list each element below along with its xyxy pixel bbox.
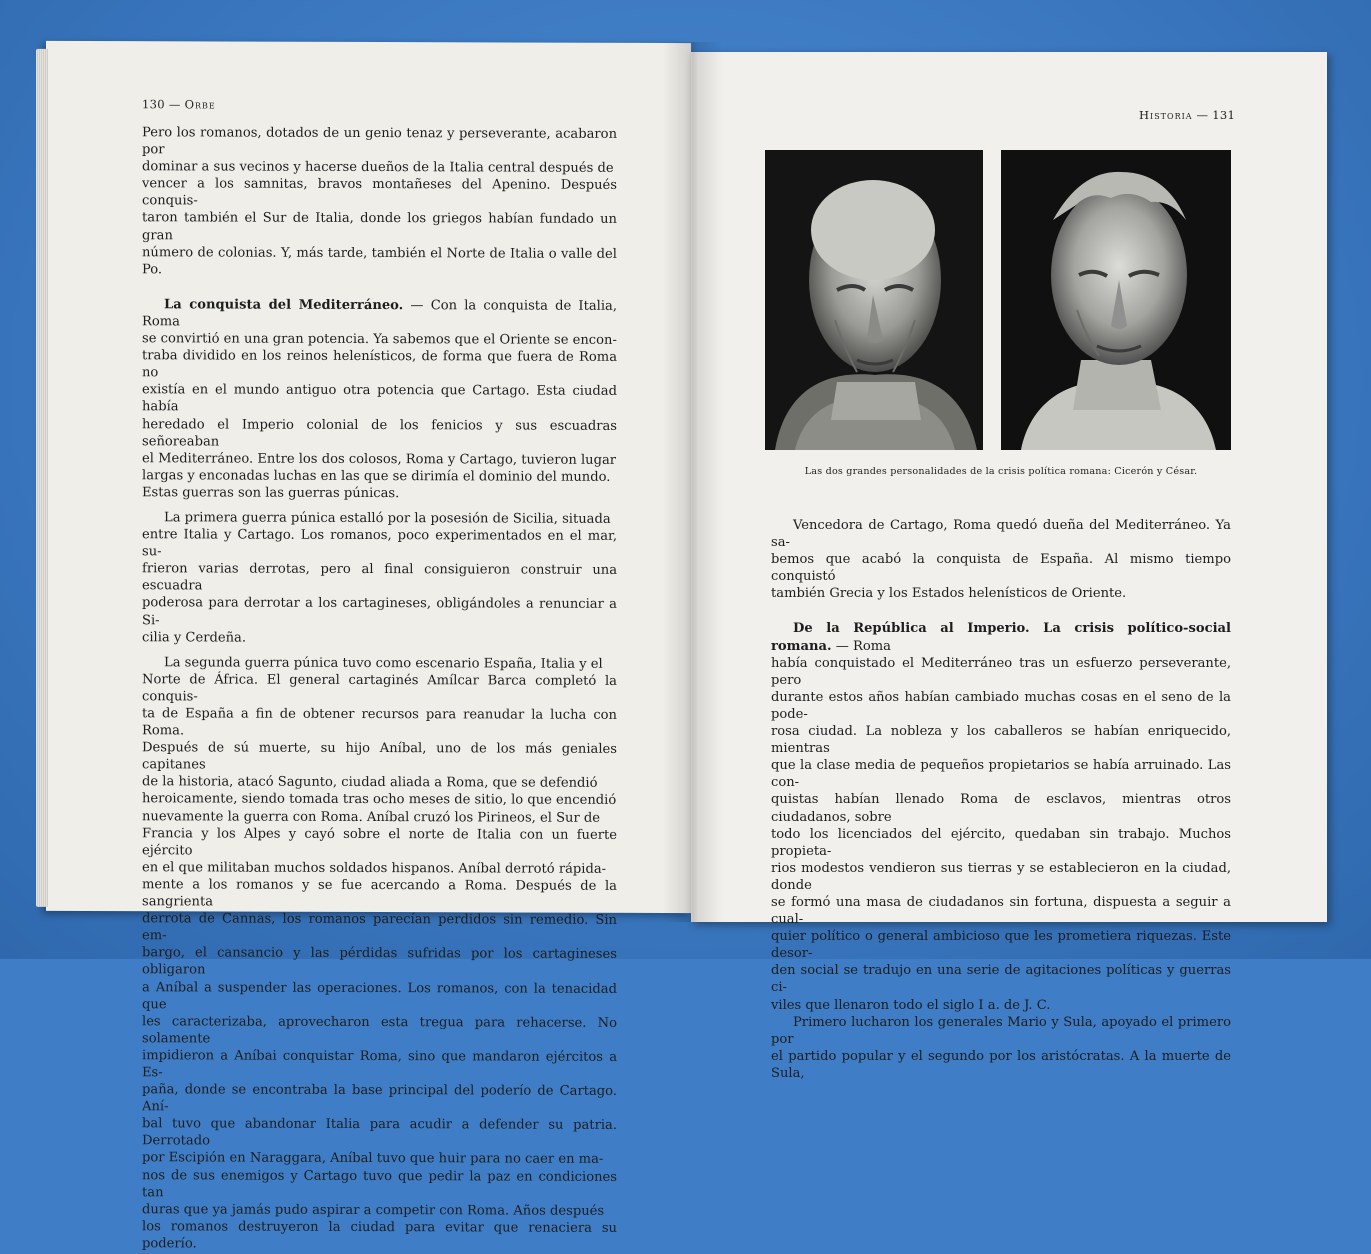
text-line: heredado el Imperio colonial de los fenicios y sus escuadras señoreaban — [142, 416, 617, 450]
photo-caption: Las dos grandes personalidades de la crisis política romana: Cicerón y César. — [804, 466, 1198, 477]
paragraph-p1 — [142, 124, 617, 280]
text-line: Estas guerras son las guerras púnicas. — [142, 485, 400, 501]
text-line: largas y enconadas luchas en las que se dirimía el dominio del mundo. — [142, 467, 611, 485]
text-line: paña, donde se encontraba la base principal del poderío de Cartago. Aní- — [142, 1082, 617, 1115]
text-line: ta de España a fin de obtener recursos para reanudar la lucha con Roma. — [142, 706, 617, 739]
text-line: todo los licenciados del ejército, quedaban sin trabajo. Muchos propieta- — [771, 826, 1231, 859]
text-line: Vencedora de Cartago, Roma quedó dueña del Mediterráneo. Ya sa- — [771, 518, 1231, 551]
left-running-head — [142, 97, 216, 111]
text-line: dominar a sus vecinos y hacerse dueños de la Italia central después de — [142, 159, 614, 177]
paragraph-p4 — [142, 654, 617, 1254]
section-heading-republica: De la República al Imperio. La crisis político-social romana. — [771, 621, 1231, 654]
left-running-head-dash: — — [164, 97, 185, 112]
text-line: los romanos destruyeron la ciudad para evitar que renaciera su poderío. — [142, 1219, 617, 1252]
paragraph-r2 — [771, 620, 1231, 1013]
bust-cicero-image — [765, 150, 983, 450]
text-line: vencer a los samnitas, bravos montañeses del Apenino. Después conquis- — [142, 176, 617, 209]
text-line: den social se tradujo en una serie de agitaciones políticas y guerras ci- — [771, 963, 1231, 996]
left-running-head-title: Orbe — [184, 97, 216, 112]
text-line: se formó una masa de ciudadanos sin fortuna, dispuesta a seguir a cual- — [771, 894, 1231, 928]
text-line: quistas habían llenado Roma de esclavos, mientras otros ciudadanos, sobre — [771, 792, 1231, 825]
text-line: rios modestos vendieron sus tierras y se establecieron en la ciudad, donde — [771, 860, 1231, 893]
text-line: número de colonias. Y, más tarde, también el Norte de Italia o valle del Po. — [142, 244, 617, 278]
bust-caesar-image — [1001, 150, 1231, 450]
text-line: cilia y Cerdeña. — [142, 629, 246, 646]
text-line: duras que ya jamás pudo aspirar a competir con Roma. Años después — [142, 1201, 605, 1219]
text-line: La primera guerra púnica estalló por la posesión de Sicilia, situada — [164, 510, 611, 527]
text-line: entre Italia y Cartago. Los romanos, poco experimentados en el mar, su- — [142, 527, 617, 560]
text-line: frieron varias derrotas, pero al final consiguieron construir una escuadra — [142, 561, 617, 594]
text-line: Primero lucharon los generales Mario y Sula, apoyado el primero por — [771, 1014, 1231, 1047]
text-line: a Aníbal a suspender las operaciones. Los romanos, con la tenacidad que — [142, 979, 617, 1012]
text-line: bemos que acabó la conquista de España. Al mismo tiempo conquistó — [771, 552, 1231, 585]
text-line: bal tuvo que abandonar Italia para acudir a defender su patria. Derrotado — [142, 1116, 617, 1149]
left-page-number: 130 — [142, 97, 165, 112]
text-line: por Escipión en Naraggara, Aníbal tuvo que huir para no caer en ma- — [142, 1150, 604, 1168]
section-heading-mediterraneo: La conquista del Mediterráneo. — [164, 297, 404, 313]
text-line: de la historia, atacó Sagunto, ciudad aliada a Roma, que se defendió — [142, 774, 598, 792]
left-page — [46, 41, 691, 1252]
text-line: el Mediterráneo. Entre los dos colosos, Roma y Cartago, tuvieron lugar — [142, 450, 617, 468]
text-line: bargo, el cansancio y las pérdidas sufridas por los cartagineses obligaron — [142, 945, 617, 978]
right-page — [691, 52, 1327, 1081]
text-line: heroicamente, siendo tomada tras ocho meses de sitio, lo que encendió — [142, 791, 617, 809]
text-line: nuevamente la guerra con Roma. Aníbal cruzó los Pirineos, el Sur de — [142, 808, 601, 826]
paragraph-r3 — [771, 1014, 1231, 1082]
text-line: que la clase media de pequeños propietarios se había arruinado. Las con- — [771, 758, 1231, 791]
text-line: — Con la conquista de Italia, Roma — [142, 297, 617, 330]
text-line: quier político o general ambicioso que les prometiera riquezas. Este desor- — [771, 929, 1231, 962]
text-line: Después de sú muerte, su hijo Aníbal, uno de los más geniales capitanes — [142, 740, 617, 773]
text-line: Pero los romanos, dotados de un genio tenaz y perseverante, acabaron por — [142, 125, 617, 158]
paragraph-p3 — [142, 509, 617, 647]
text-line: existía en el mundo antiguo otra potencia que Cartago. Esta ciudad había — [142, 382, 617, 415]
portrait-photos — [765, 150, 1231, 450]
text-line: — Roma — [831, 638, 891, 654]
open-book — [38, 42, 1334, 1252]
right-text-column — [771, 517, 1231, 1082]
text-line: derrota de Cannas, los romanos parecían perdidos sin remedio. Sin em- — [142, 911, 617, 944]
right-page-number: 131 — [1212, 108, 1236, 122]
left-text-column — [142, 124, 617, 1254]
paragraph-p2 — [142, 296, 617, 503]
right-running-head-dash: — — [1192, 108, 1213, 122]
text-line: el partido popular y el segundo por los aristócratas. A la muerte de Sula, — [771, 1048, 1231, 1081]
text-line: les caracterizaba, aprovecharon esta tregua para rehacerse. No solamente — [142, 1013, 617, 1047]
text-line: traba dividido en los reinos helenísticos, de forma que fuera de Roma no — [142, 348, 617, 381]
text-line: nos de sus enemigos y Cartago tuvo que pedir la paz en condiciones tan — [142, 1167, 617, 1200]
right-running-head — [1139, 108, 1235, 122]
text-line: mente a los romanos y se fue acercando a Roma. Después de la sangrienta — [142, 877, 617, 910]
text-line: rosa ciudad. La nobleza y los caballeros se habían enriquecido, mientras — [771, 724, 1231, 757]
text-line: durante estos años habían cambiado muchas cosas en el seno de la pode- — [771, 689, 1231, 722]
paragraph-r1 — [771, 517, 1231, 602]
text-line: Francia y los Alpes y cayó sobre el norte de Italia con un fuerte ejército — [142, 825, 617, 859]
text-line: poderosa para derrotar a los cartagineses, obligándoles a renunciar a Si- — [142, 595, 617, 628]
text-line: taron también el Sur de Italia, donde los griegos habían fundado un gran — [142, 210, 617, 243]
bust-caesar-photo — [1001, 150, 1231, 450]
text-line: La segunda guerra púnica tuvo como escenario España, Italia y el — [164, 655, 603, 672]
text-line: también Grecia y los Estados helenísticos de Oriente. — [771, 586, 1127, 602]
text-line: impidieron a Aníbai conquistar Roma, sino que mandaron ejércitos a Es- — [142, 1048, 617, 1081]
text-line: viles que llenaron todo el siglo I a. de J. C. — [771, 997, 1051, 1013]
right-running-head-title: Historia — [1139, 108, 1193, 122]
bust-cicero-photo — [765, 150, 983, 450]
text-line: había conquistado el Mediterráneo tras un esfuerzo perseverante, pero — [771, 655, 1231, 688]
text-line: Norte de África. El general cartaginés Amílcar Barca completó la conquis- — [142, 672, 617, 705]
text-line: en el que militaban muchos soldados hispanos. Aníbal derrotó rápida- — [142, 860, 607, 877]
text-line: se convirtió en una gran potencia. Ya sabemos que el Oriente se encon- — [142, 331, 617, 348]
